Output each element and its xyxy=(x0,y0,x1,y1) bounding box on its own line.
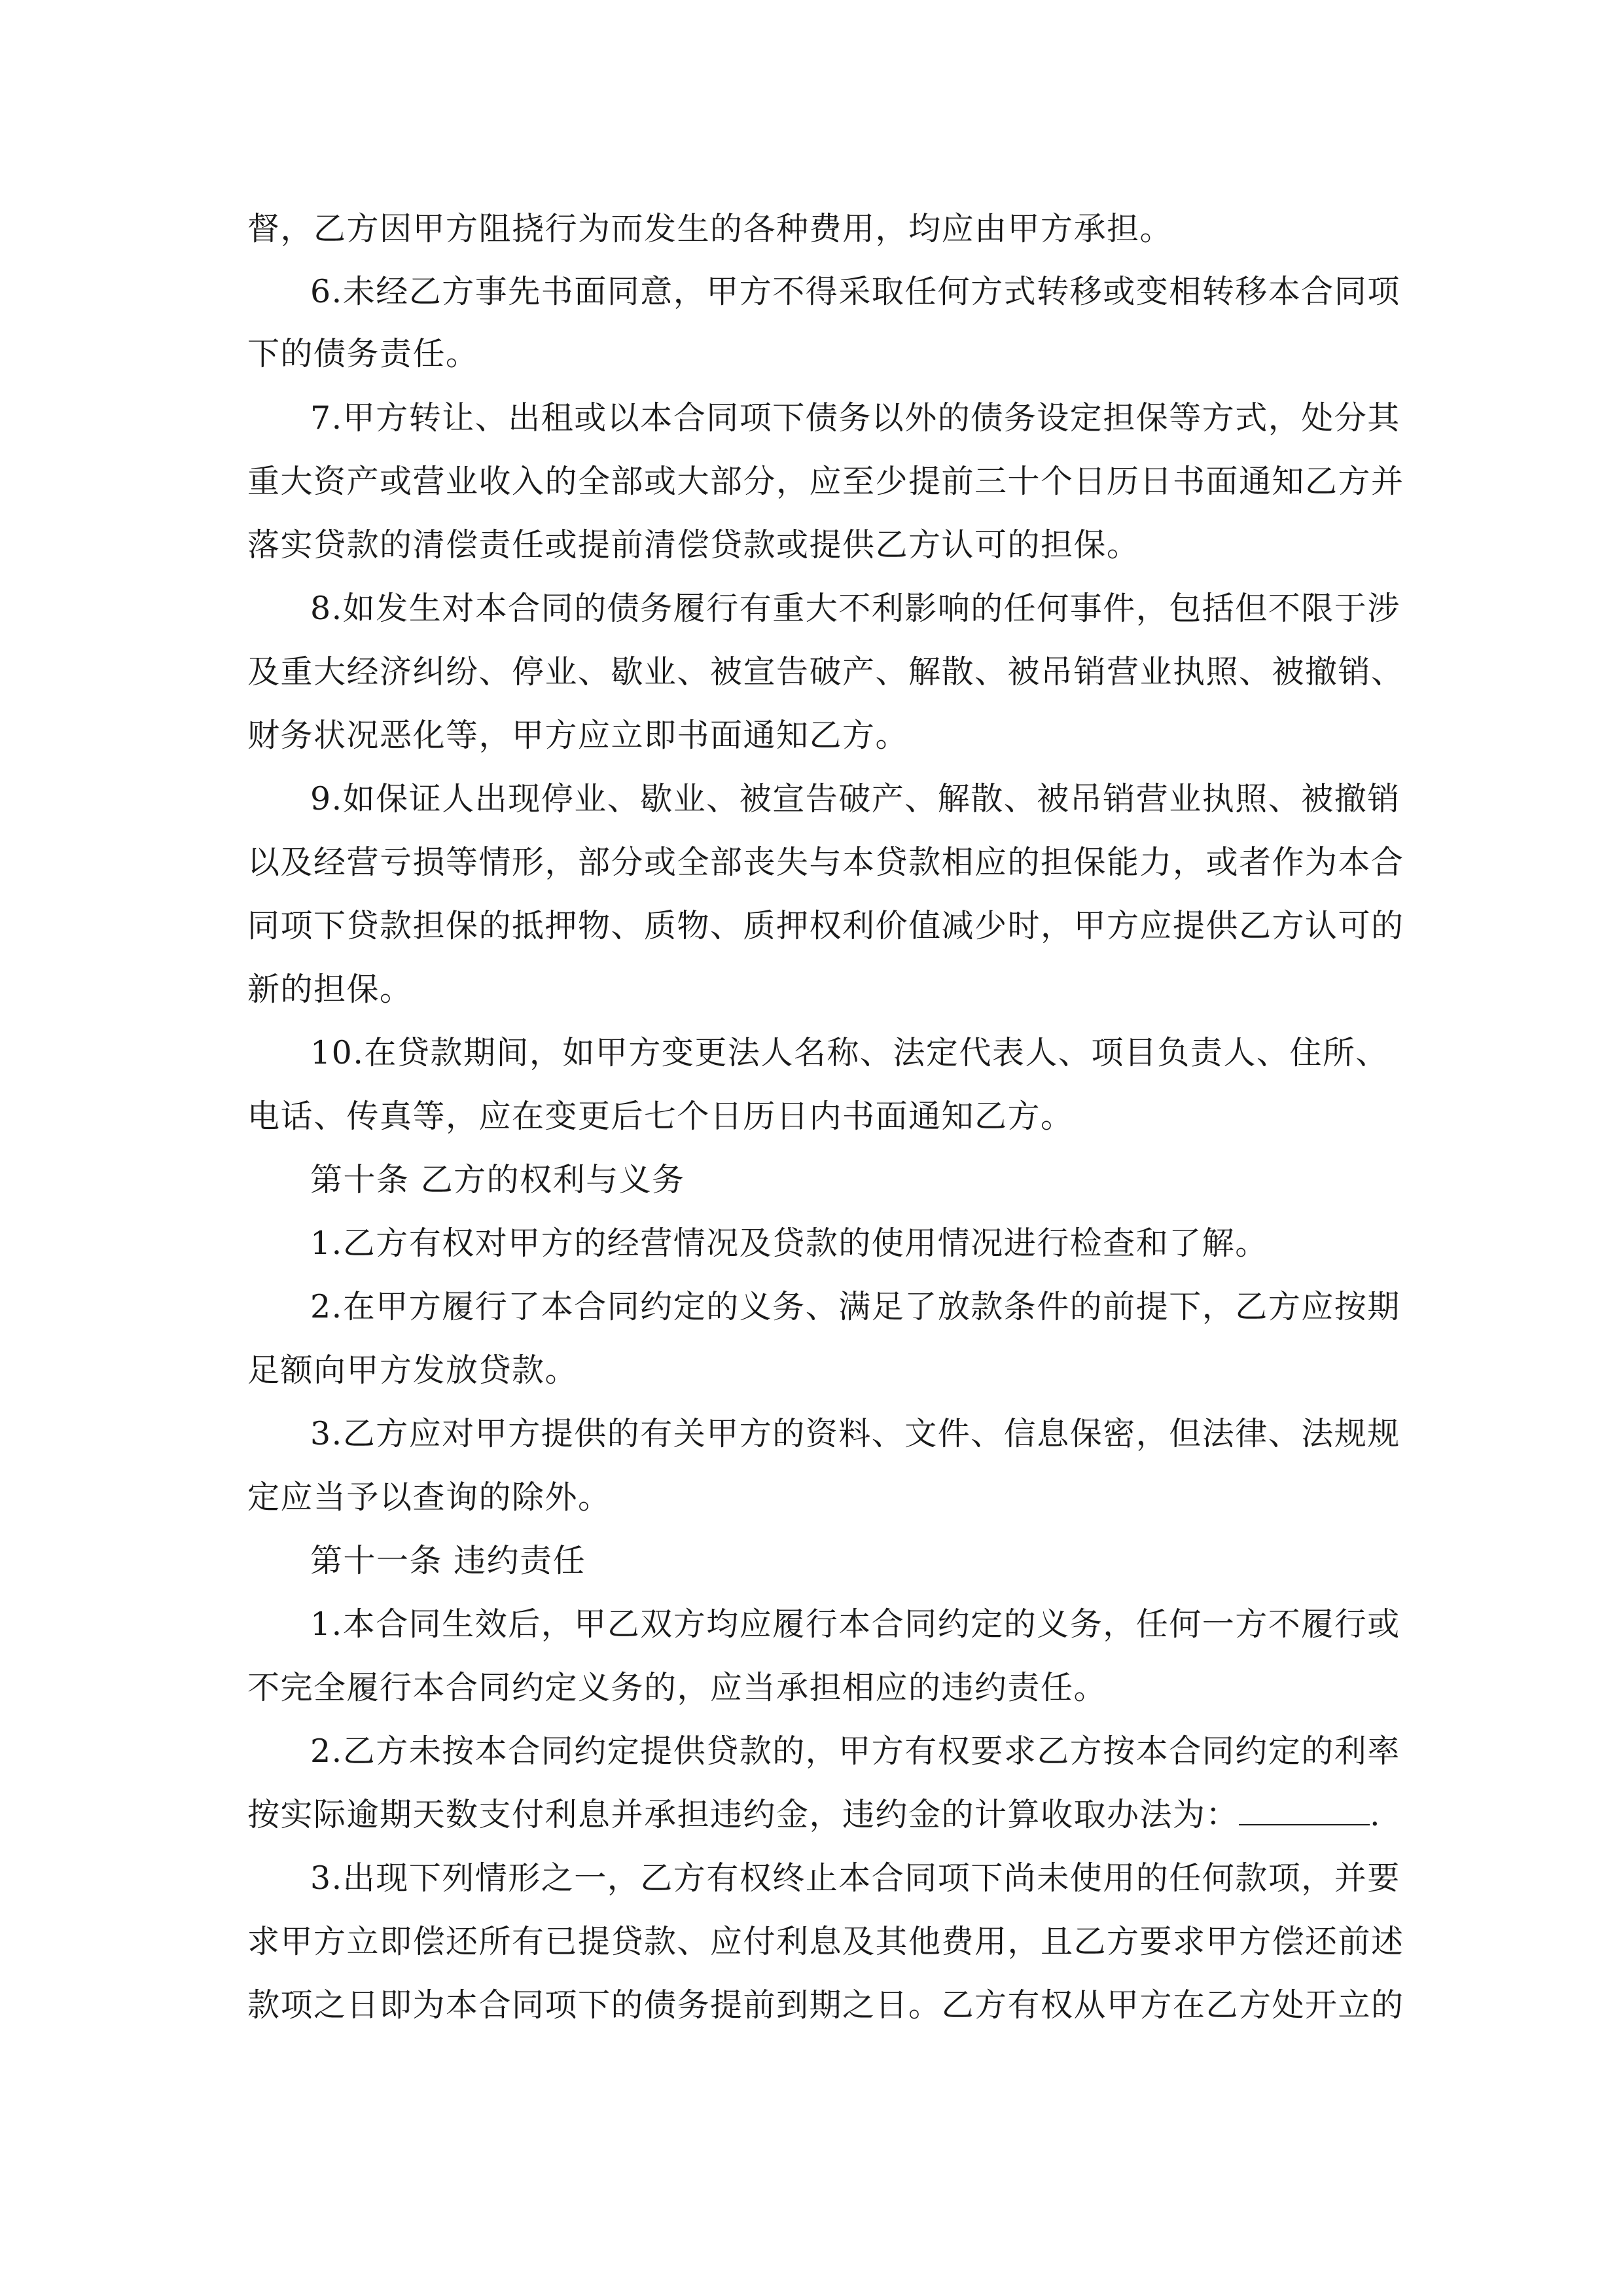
clause-7-line-1: 7.甲方转让、出租或以本合同项下债务以外的债务设定担保等方式，处分其 xyxy=(310,399,1400,437)
rights-clause-1: 1.乙方有权对甲方的经营情况及贷款的使用情况进行检查和了解。 xyxy=(310,1225,1268,1262)
liability-clause-2-text: 按实际逾期天数支付利息并承担违约金，违约金的计算收取办法为： xyxy=(247,1796,1240,1833)
blank-suffix: . xyxy=(1370,1796,1382,1833)
clause-10-line-2: 电话、传真等，应在变更后七个日历日内书面通知乙方。 xyxy=(247,1098,1074,1135)
clause-8-line-1: 8.如发生对本合同的债务履行有重大不利影响的任何事件，包括但不限于涉 xyxy=(310,590,1400,627)
clause-9-line-3: 同项下贷款担保的抵押物、质物、质押权利价值减少时，甲方应提供乙方认可的 xyxy=(247,907,1404,944)
section-heading-10: 第十条 乙方的权利与义务 xyxy=(310,1161,685,1198)
rights-clause-2-line-2: 足额向甲方发放贷款。 xyxy=(247,1352,579,1389)
text-line: 督，乙方因甲方阻挠行为而发生的各种费用，均应由甲方承担。 xyxy=(247,210,1173,247)
clause-8-line-3: 财务状况恶化等，甲方应立即书面通知乙方。 xyxy=(247,717,909,754)
fill-in-blank xyxy=(1239,1795,1370,1825)
liability-clause-2-line-1: 2.乙方未按本合同约定提供贷款的，甲方有权要求乙方按本合同约定的利率 xyxy=(310,1732,1400,1770)
liability-clause-1-line-2: 不完全履行本合同约定义务的，应当承担相应的违约责任。 xyxy=(247,1669,1107,1706)
liability-clause-3-line-3: 款项之日即为本合同项下的债务提前到期之日。乙方有权从甲方在乙方处开立的 xyxy=(247,1986,1404,2024)
clause-9-line-4: 新的担保。 xyxy=(247,971,413,1008)
rights-clause-3-line-1: 3.乙方应对甲方提供的有关甲方的资料、文件、信息保密，但法律、法规规 xyxy=(310,1415,1400,1452)
clause-9-line-2: 以及经营亏损等情形，部分或全部丧失与本贷款相应的担保能力，或者作为本合 xyxy=(247,844,1404,881)
liability-clause-2-line-2 xyxy=(247,1794,1386,1836)
liability-clause-3-line-2: 求甲方立即偿还所有已提贷款、应付利息及其他费用，且乙方要求甲方偿还前述 xyxy=(247,1923,1404,1960)
rights-clause-2-line-1: 2.在甲方履行了本合同约定的义务、满足了放款条件的前提下，乙方应按期 xyxy=(310,1288,1400,1325)
liability-clause-1-line-1: 1.本合同生效后，甲乙双方均应履行本合同约定的义务，任何一方不履行或 xyxy=(310,1605,1400,1643)
clause-6-line-1: 6.未经乙方事先书面同意，甲方不得采取任何方式转移或变相转移本合同项 xyxy=(310,273,1400,310)
clause-6-line-2: 下的债务责任。 xyxy=(247,335,479,372)
clause-8-line-2: 及重大经济纠纷、停业、歇业、被宣告破产、解散、被吊销营业执照、被撤销、 xyxy=(247,653,1404,691)
liability-clause-3-line-1: 3.出现下列情形之一，乙方有权终止本合同项下尚未使用的任何款项，并要 xyxy=(310,1859,1400,1897)
clause-7-line-3: 落实贷款的清偿责任或提前清偿贷款或提供乙方认可的担保。 xyxy=(247,526,1140,564)
clause-9-line-1: 9.如保证人出现停业、歇业、被宣告破产、解散、被吊销营业执照、被撤销 xyxy=(310,780,1400,817)
rights-clause-3-line-2: 定应当予以查询的除外。 xyxy=(247,1479,611,1516)
clause-7-line-2: 重大资产或营业收入的全部或大部分，应至少提前三十个日历日书面通知乙方并 xyxy=(247,463,1404,500)
section-heading-11: 第十一条 违约责任 xyxy=(310,1542,586,1579)
clause-10-line-1: 10.在贷款期间，如甲方变更法人名称、法定代表人、项目负责人、住所、 xyxy=(310,1034,1389,1071)
